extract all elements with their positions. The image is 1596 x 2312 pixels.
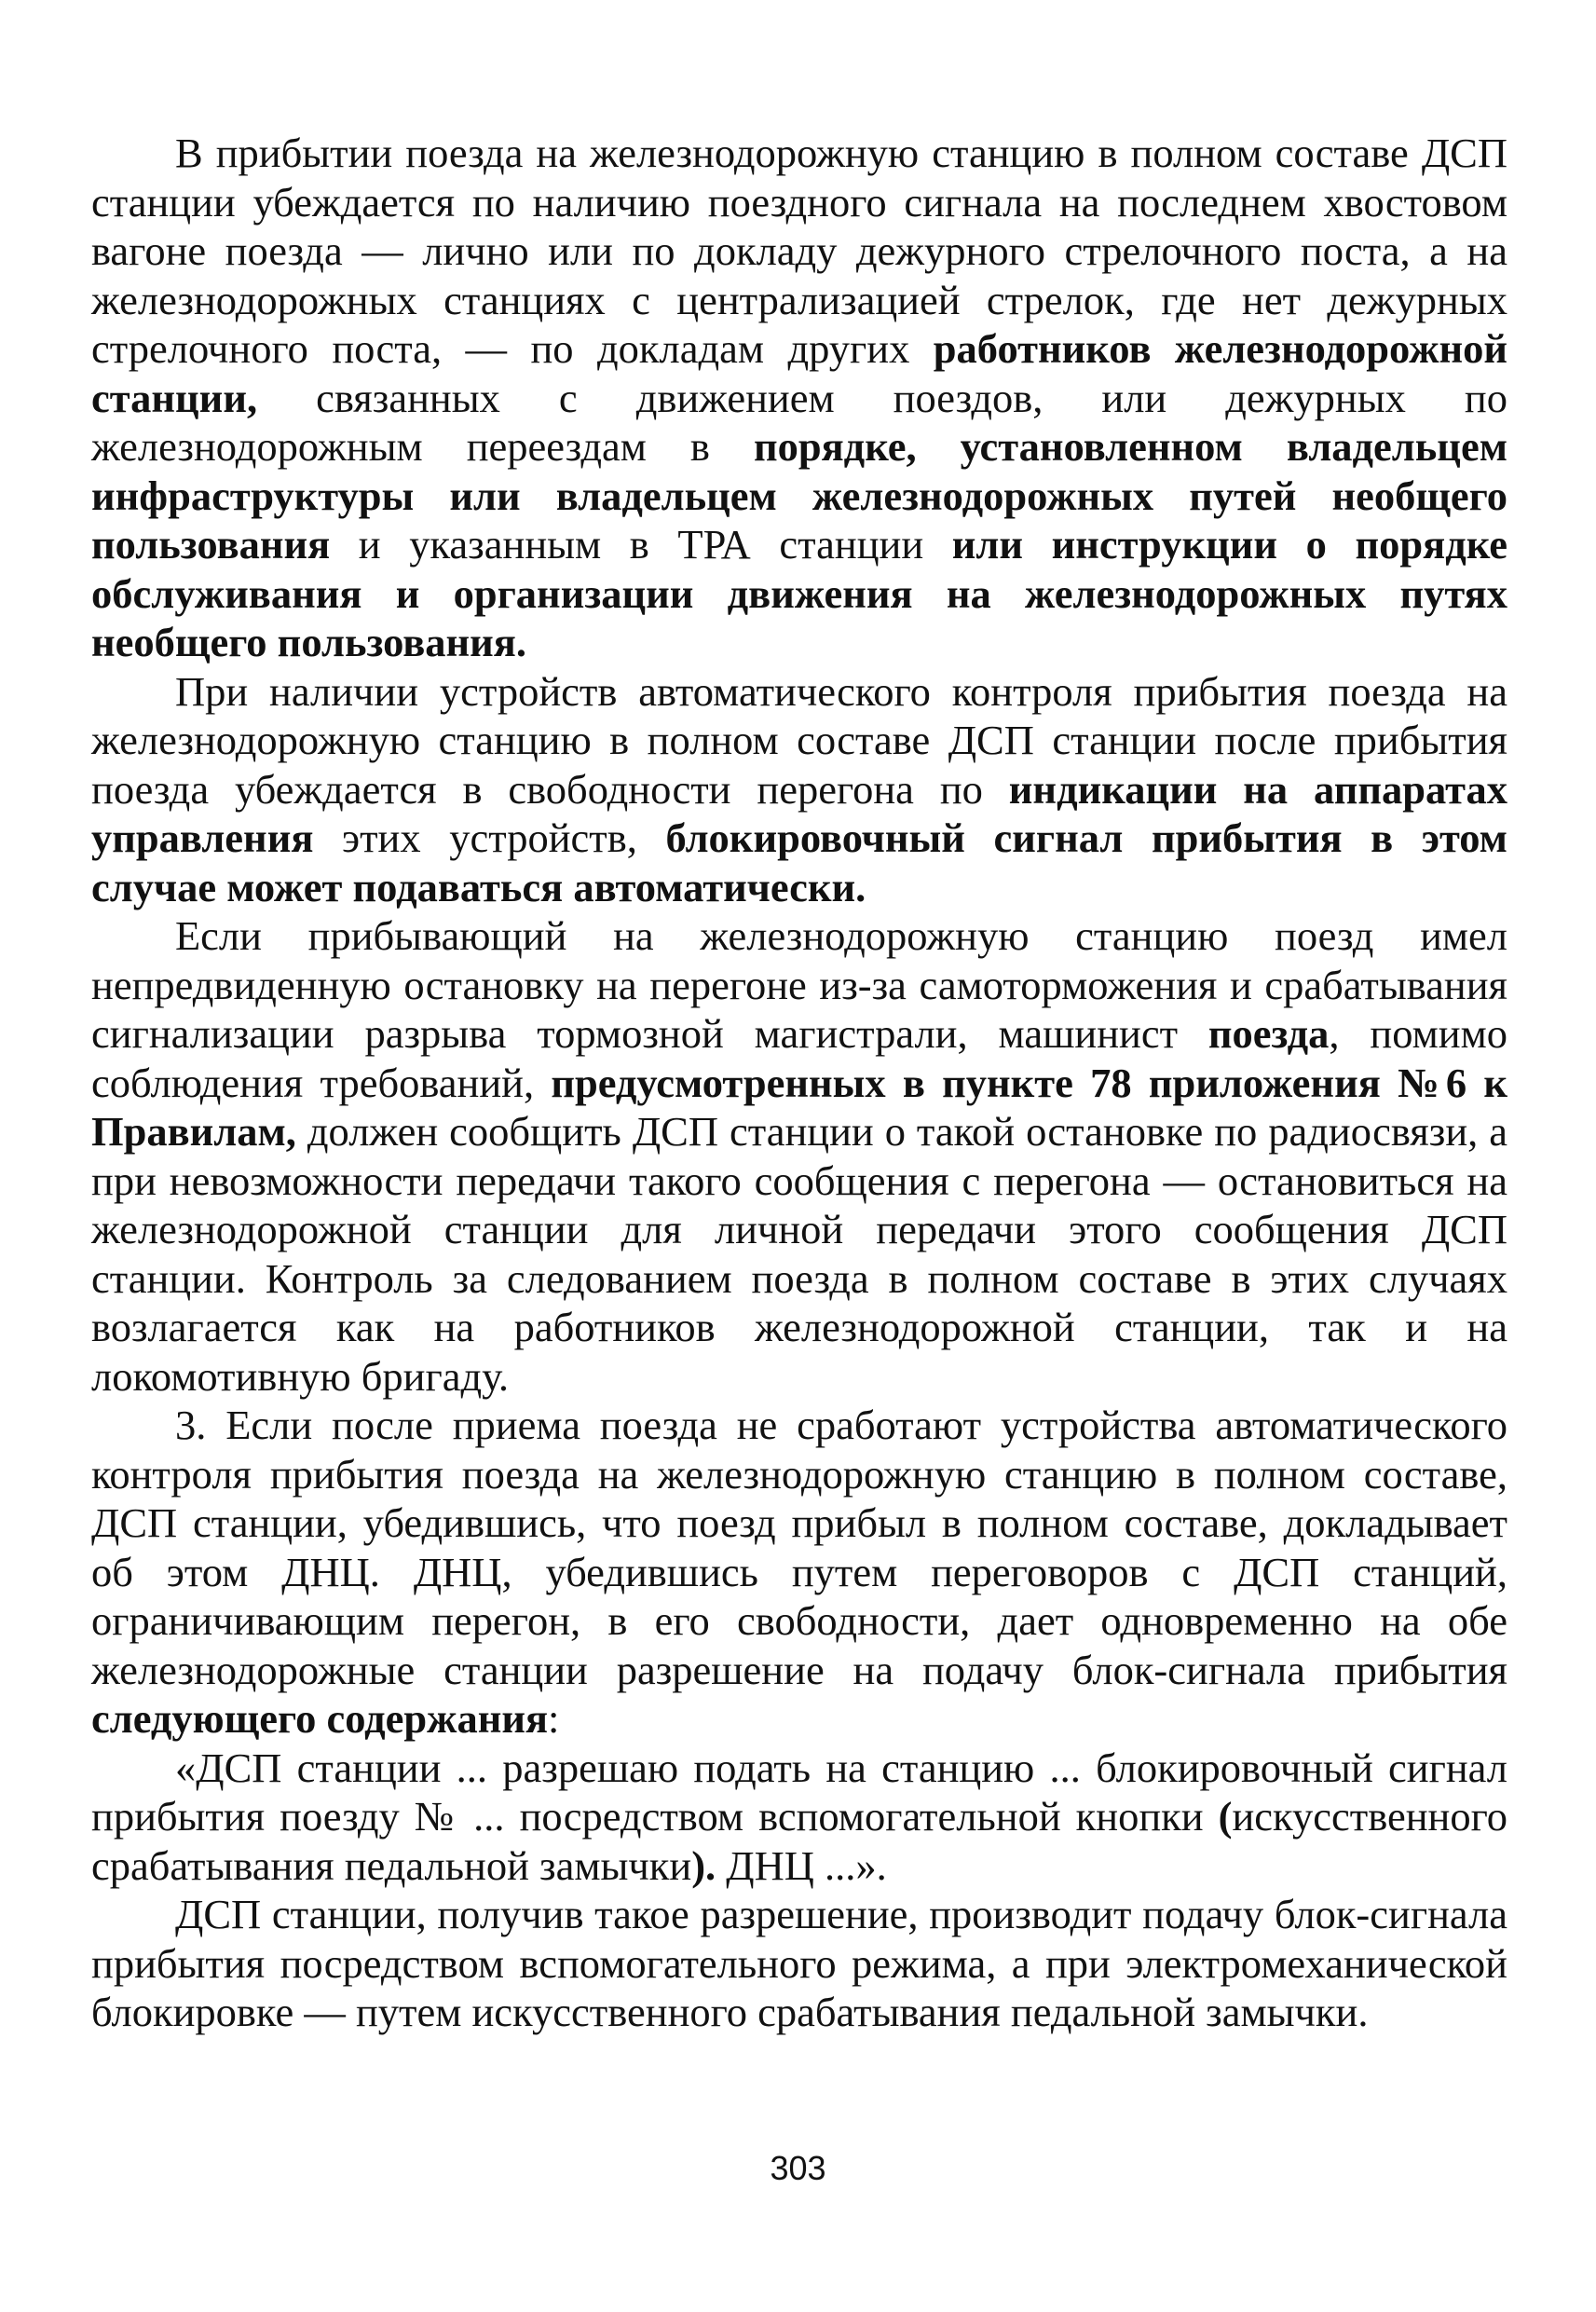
paragraph: [91, 1401, 1507, 1744]
bold-text: или инструкции о порядке обслуживания и организации движения на железнодорожных путях необщего пользования.: [91, 521, 1507, 665]
paragraph: [91, 1890, 1507, 2037]
text-run: этих устройств,: [313, 814, 666, 861]
page-number: 303: [770, 2149, 826, 2187]
bold-text: предусмотренных в пункте 78 приложения №6 к Правилам,: [91, 1059, 1507, 1155]
text-run: , помимо соблюдения требований,: [91, 1010, 1507, 1106]
bold-text: порядке, установленном владельцем инфраструктуры или владельцем железнодорожных путей необщего пользования: [91, 423, 1508, 568]
bold-text: следующего содержания: [91, 1695, 549, 1742]
text-run: «ДСП станции ... разрешаю подать на станцию ... блокировочный сигнал прибытия поезду № ... посредством вспомогательной кнопки: [91, 1744, 1507, 1840]
text-run: :: [548, 1695, 560, 1742]
text-run: искусственного срабатывания педальной замычки: [91, 1793, 1507, 1889]
paragraph: [91, 1744, 1507, 1891]
text-run: и указанным в ТРА станции: [330, 521, 952, 568]
text-run: связанных с движением поездов, или дежурных по железнодорожным переездам в: [91, 374, 1507, 470]
text-run: При наличии устройств автоматического контроля прибытия поезда на железнодорожную станцию в полном составе ДСП станции после прибытия поезда убеждается в свободности перегона по: [91, 667, 1507, 813]
text-run: В прибытии поезда на железнодорожную станцию в полном составе ДСП станции убеждается по наличию поездного сигнала на последнем хвостовом вагоне поезда — лично или по докладу дежурного стрелочного поста, а на железнодорожных станциях с централизацией стрелок, где нет дежурных стрелочного поста, — по докладам других: [91, 130, 1507, 372]
paragraph: [91, 911, 1507, 1401]
paragraph: [91, 129, 1507, 667]
bold-text: индикации на аппаратах управления: [91, 765, 1507, 861]
bold-text: работников железнодорожной станции,: [91, 325, 1507, 421]
paragraph: [91, 667, 1507, 912]
page-body: [91, 129, 1507, 2037]
text-run: Если прибывающий на железнодорожную станцию поезд имел непредвиденную остановку на перегоне из-за самоторможения и срабатывания сигнализации разрыва тормозной магистрали, машинист: [91, 912, 1507, 1057]
bold-text: блокировочный сигнал прибытия в этом случае может подаваться автоматически.: [91, 814, 1507, 910]
text-run: ДНЦ ...».: [716, 1841, 887, 1889]
bold-text: (: [1218, 1793, 1233, 1840]
bold-text: поезда: [1207, 1010, 1330, 1057]
text-run: 3. Если после приема поезда не сработают устройства автоматического контроля прибытия поезда на железнодорожную станцию в полном составе, ДСП станции, убедившись, что поезд прибыл в полном составе, докладывает об этом ДНЦ. ДНЦ, убедившись путем переговоров с ДСП станций, ограничивающим перегон, в его свободности, дает одновременно на обе железнодорожные станции разрешение на подачу блок-сигнала прибытия: [91, 1402, 1507, 1693]
text-run: должен сообщить ДСП станции о такой остановке по радиосвязи, а при невозможности передачи такого сообщения с перегона — остановиться на железнодорожной станции для личной передачи этого сообщения ДСП станции. Контроль за следованием поезда в полном составе в этих случаях возлагается как на работников железнодорожной станции, так и на локомотивную бригаду.: [91, 1108, 1507, 1400]
bold-text: ).: [691, 1841, 716, 1889]
text-run: ДСП станции, получив такое разрешение, производит подачу блок-сигнала прибытия посредством вспомогательного режима, а при электромеханической блокировке — путем искусственного срабатывания педальной замычки.: [91, 1891, 1507, 2035]
